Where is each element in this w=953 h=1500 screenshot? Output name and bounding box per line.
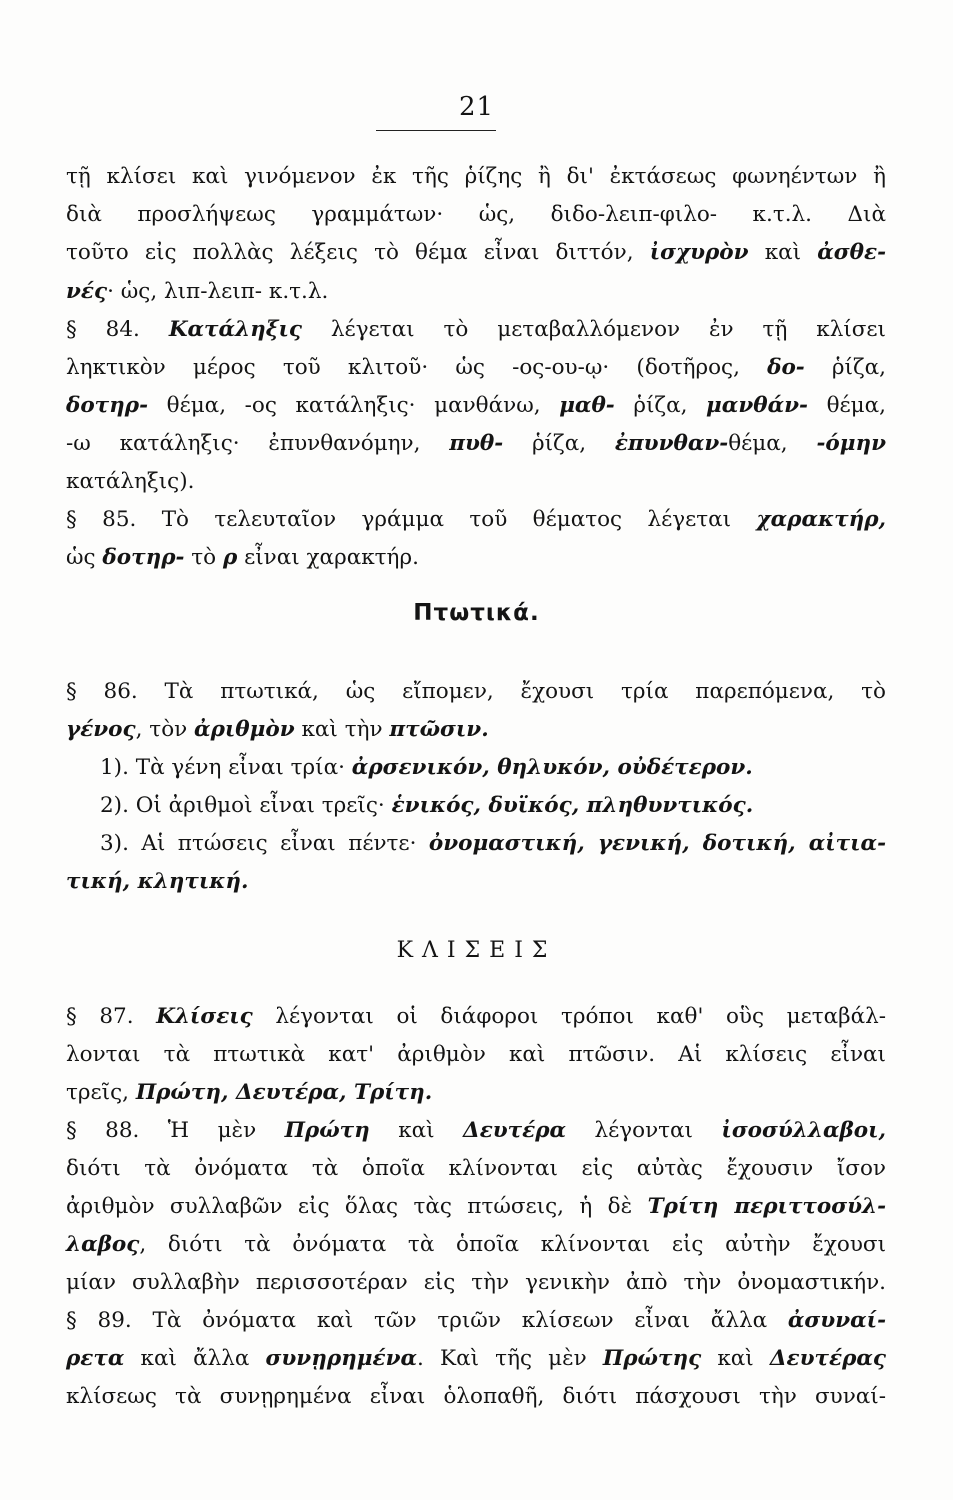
- emphasized-term: Πρώτη: [284, 1118, 370, 1143]
- text-span: ῥίζα,: [614, 393, 707, 418]
- text-line: [66, 1000, 886, 1034]
- text-span: ῥίζα,: [804, 355, 886, 380]
- text-line: [66, 1266, 886, 1300]
- text-span: λέγονται: [566, 1118, 722, 1143]
- text-line: [66, 1342, 886, 1376]
- text-span: τοῦτο εἰς πολλὰς λέξεις τὸ θέμα εἶναι διττόν,: [66, 240, 650, 265]
- emphasized-term: ἐπυνθαν-: [614, 431, 729, 456]
- text-span: § 86. Τὰ πτωτικά, ὡς εἴπομεν, ἔχουσι τρία παρεπόμενα, τὸ: [66, 679, 886, 704]
- emphasized-term: μαθ-: [559, 393, 615, 418]
- text-span: ῥίζα,: [503, 431, 615, 456]
- emphasized-term: Δευτέρας: [769, 1346, 886, 1371]
- section-heading-ptotika: Πτωτικά.: [413, 600, 540, 626]
- emphasized-term: δοτηρ-: [66, 393, 149, 418]
- text-line: [66, 236, 886, 270]
- text-line: [66, 313, 886, 347]
- emphasized-term: ἀσυναί-: [787, 1308, 886, 1333]
- text-line: [100, 827, 886, 861]
- text-span: ὡς: [66, 545, 103, 570]
- text-line: [66, 865, 886, 899]
- text-span: § 85. Τὸ τελευταῖον γράμμα τοῦ θέματος λέγεται: [66, 507, 757, 532]
- text-line: [66, 351, 886, 385]
- text-line: [66, 275, 886, 309]
- text-line: [66, 1190, 886, 1224]
- text-line: [66, 1228, 886, 1262]
- text-line: [66, 427, 886, 461]
- text-span: διὰ προσλήψεως γραμμάτων· ὡς, διδο-λειπ-φιλο- κ.τ.λ. Διὰ: [66, 202, 886, 227]
- text-span: καὶ ἄλλα: [124, 1346, 266, 1371]
- text-span: κλίσεως τὰ συνῃρημένα εἶναι ὁλοπαθῆ, διότι πάσχουσι τὴν συναί-: [66, 1384, 886, 1409]
- emphasized-term: συνῃρημένα: [265, 1346, 418, 1371]
- emphasized-term: Κλίσεις: [156, 1004, 253, 1029]
- text-line: [66, 1380, 886, 1414]
- section-heading-kliseis: ΚΛΙΣΕΙΣ: [396, 938, 557, 963]
- emphasized-term: πτῶσιν.: [389, 717, 489, 742]
- text-span: κατάληξις).: [66, 469, 195, 494]
- text-line: [66, 1114, 886, 1148]
- text-line: [66, 1076, 886, 1110]
- text-span: θέμα,: [728, 431, 817, 456]
- text-span: -ω κατάληξις· ἐπυνθανόμην,: [66, 431, 450, 456]
- emphasized-term: ἀριθμὸν: [194, 717, 295, 742]
- emphasized-term: γένος: [66, 717, 136, 742]
- emphasized-term: Κατάληξις: [168, 317, 302, 342]
- text-span: θέμα, -ος κατάληξις· μανθάνω,: [148, 393, 560, 418]
- emphasized-term: Πρώτη, Δευτέρα, Τρίτη.: [135, 1080, 433, 1105]
- text-span: τρεῖς,: [66, 1080, 136, 1105]
- text-span: εἶναι χαρακτήρ.: [237, 545, 419, 570]
- text-span: καὶ: [701, 1346, 770, 1371]
- text-span: · ὡς, λιπ-λειπ- κ.τ.λ.: [107, 279, 329, 304]
- emphasized-term: ἰσοσύλλαβοι,: [721, 1118, 886, 1143]
- text-span: θέμα,: [807, 393, 886, 418]
- text-line: [66, 541, 886, 575]
- text-span: 2). Οἱ ἀριθμοὶ εἶναι τρεῖς·: [100, 793, 392, 818]
- emphasized-term: τική, κλητική.: [66, 869, 249, 894]
- text-line: [66, 713, 886, 747]
- text-span: καὶ τὴν: [294, 717, 390, 742]
- text-span: § 89. Τὰ ὀνόματα καὶ τῶν τριῶν κλίσεων εἶναι ἄλλα: [66, 1308, 788, 1333]
- emphasized-term: ἑνικός, δυϊκός, πληθυντικός.: [391, 793, 754, 818]
- text-span: , διότι τὰ ὀνόματα τὰ ὁποῖα κλίνονται εἰς αὐτὴν ἔχουσι: [139, 1232, 886, 1257]
- text-line: [66, 389, 886, 423]
- emphasized-term: νές: [66, 279, 108, 304]
- text-span: ληκτικὸν μέρος τοῦ κλιτοῦ· ὡς -ος-ου-ῳ· (δοτῆρος,: [66, 355, 768, 380]
- emphasized-term: δο-: [767, 355, 805, 380]
- emphasized-term: πυθ-: [449, 431, 504, 456]
- text-span: § 87.: [66, 1004, 157, 1029]
- emphasized-term: ἰσχυρὸν: [649, 240, 749, 265]
- text-span: λέγεται τὸ μεταβαλλόμενον ἐν τῇ κλίσει: [302, 317, 886, 342]
- text-line: [66, 675, 886, 709]
- text-span: τῇ κλίσει καὶ γινόμενον ἐκ τῆς ῥίζης ἢ δι' ἐκτάσεως φωνηέντων ἢ: [66, 164, 886, 189]
- text-line: [66, 198, 886, 232]
- text-line: [100, 751, 886, 785]
- text-line: [66, 1038, 886, 1072]
- text-line: [66, 465, 886, 499]
- header-rule: [376, 130, 496, 131]
- text-span: § 88. Ἡ μὲν: [66, 1118, 285, 1143]
- emphasized-term: ἀσθε-: [817, 240, 886, 265]
- text-span: λονται τὰ πτωτικὰ κατ' ἀριθμὸν καὶ πτῶσιν. Αἱ κλίσεις εἶναι: [66, 1042, 886, 1067]
- text-span: τὸ: [184, 545, 223, 570]
- text-span: ἀριθμὸν συλλαβῶν εἰς ὅλας τὰς πτώσεις, ἡ δὲ: [66, 1194, 648, 1219]
- emphasized-term: Πρώτης: [602, 1346, 702, 1371]
- text-span: . Καὶ τῆς μὲν: [417, 1346, 603, 1371]
- text-span: § 84.: [66, 317, 169, 342]
- page-number: 21: [458, 92, 495, 122]
- text-line: [66, 503, 886, 537]
- emphasized-term: Τρίτη περιττοσύλ-: [647, 1194, 886, 1219]
- text-line: [66, 1152, 886, 1186]
- text-span: 1). Τὰ γένη εἶναι τρία·: [100, 755, 352, 780]
- emphasized-term: ὀνομαστική, γενική, δοτική, αἰτια-: [428, 831, 886, 856]
- text-line: [66, 1304, 886, 1338]
- text-span: λέγονται οἱ διάφοροι τρόποι καθ' οὓς μεταβάλ-: [252, 1004, 886, 1029]
- text-line: [66, 160, 886, 194]
- emphasized-term: λαβος: [66, 1232, 140, 1257]
- emphasized-term: χαρακτήρ,: [756, 507, 886, 532]
- emphasized-term: δοτηρ-: [102, 545, 185, 570]
- emphasized-term: -όμην: [816, 431, 886, 456]
- text-span: 3). Αἱ πτώσεις εἶναι πέντε·: [100, 831, 429, 856]
- text-span: καὶ: [369, 1118, 464, 1143]
- emphasized-term: Δευτέρα: [463, 1118, 567, 1143]
- text-span: , τὸν: [135, 717, 195, 742]
- text-span: καὶ: [748, 240, 818, 265]
- emphasized-term: ρετα: [66, 1346, 125, 1371]
- emphasized-term: μανθάν-: [706, 393, 808, 418]
- emphasized-term: ρ: [222, 545, 238, 570]
- text-span: μίαν συλλαβὴν περισσοτέραν εἰς τὴν γενικὴν ἀπὸ τὴν ὀνομαστικήν.: [66, 1270, 886, 1295]
- text-span: διότι τὰ ὀνόματα τὰ ὁποῖα κλίνονται εἰς αὐτὰς ἔχουσιν ἴσον: [66, 1156, 886, 1181]
- text-line: [100, 789, 886, 823]
- emphasized-term: ἀρσενικόν, θηλυκόν, οὐδέτερον.: [351, 755, 753, 780]
